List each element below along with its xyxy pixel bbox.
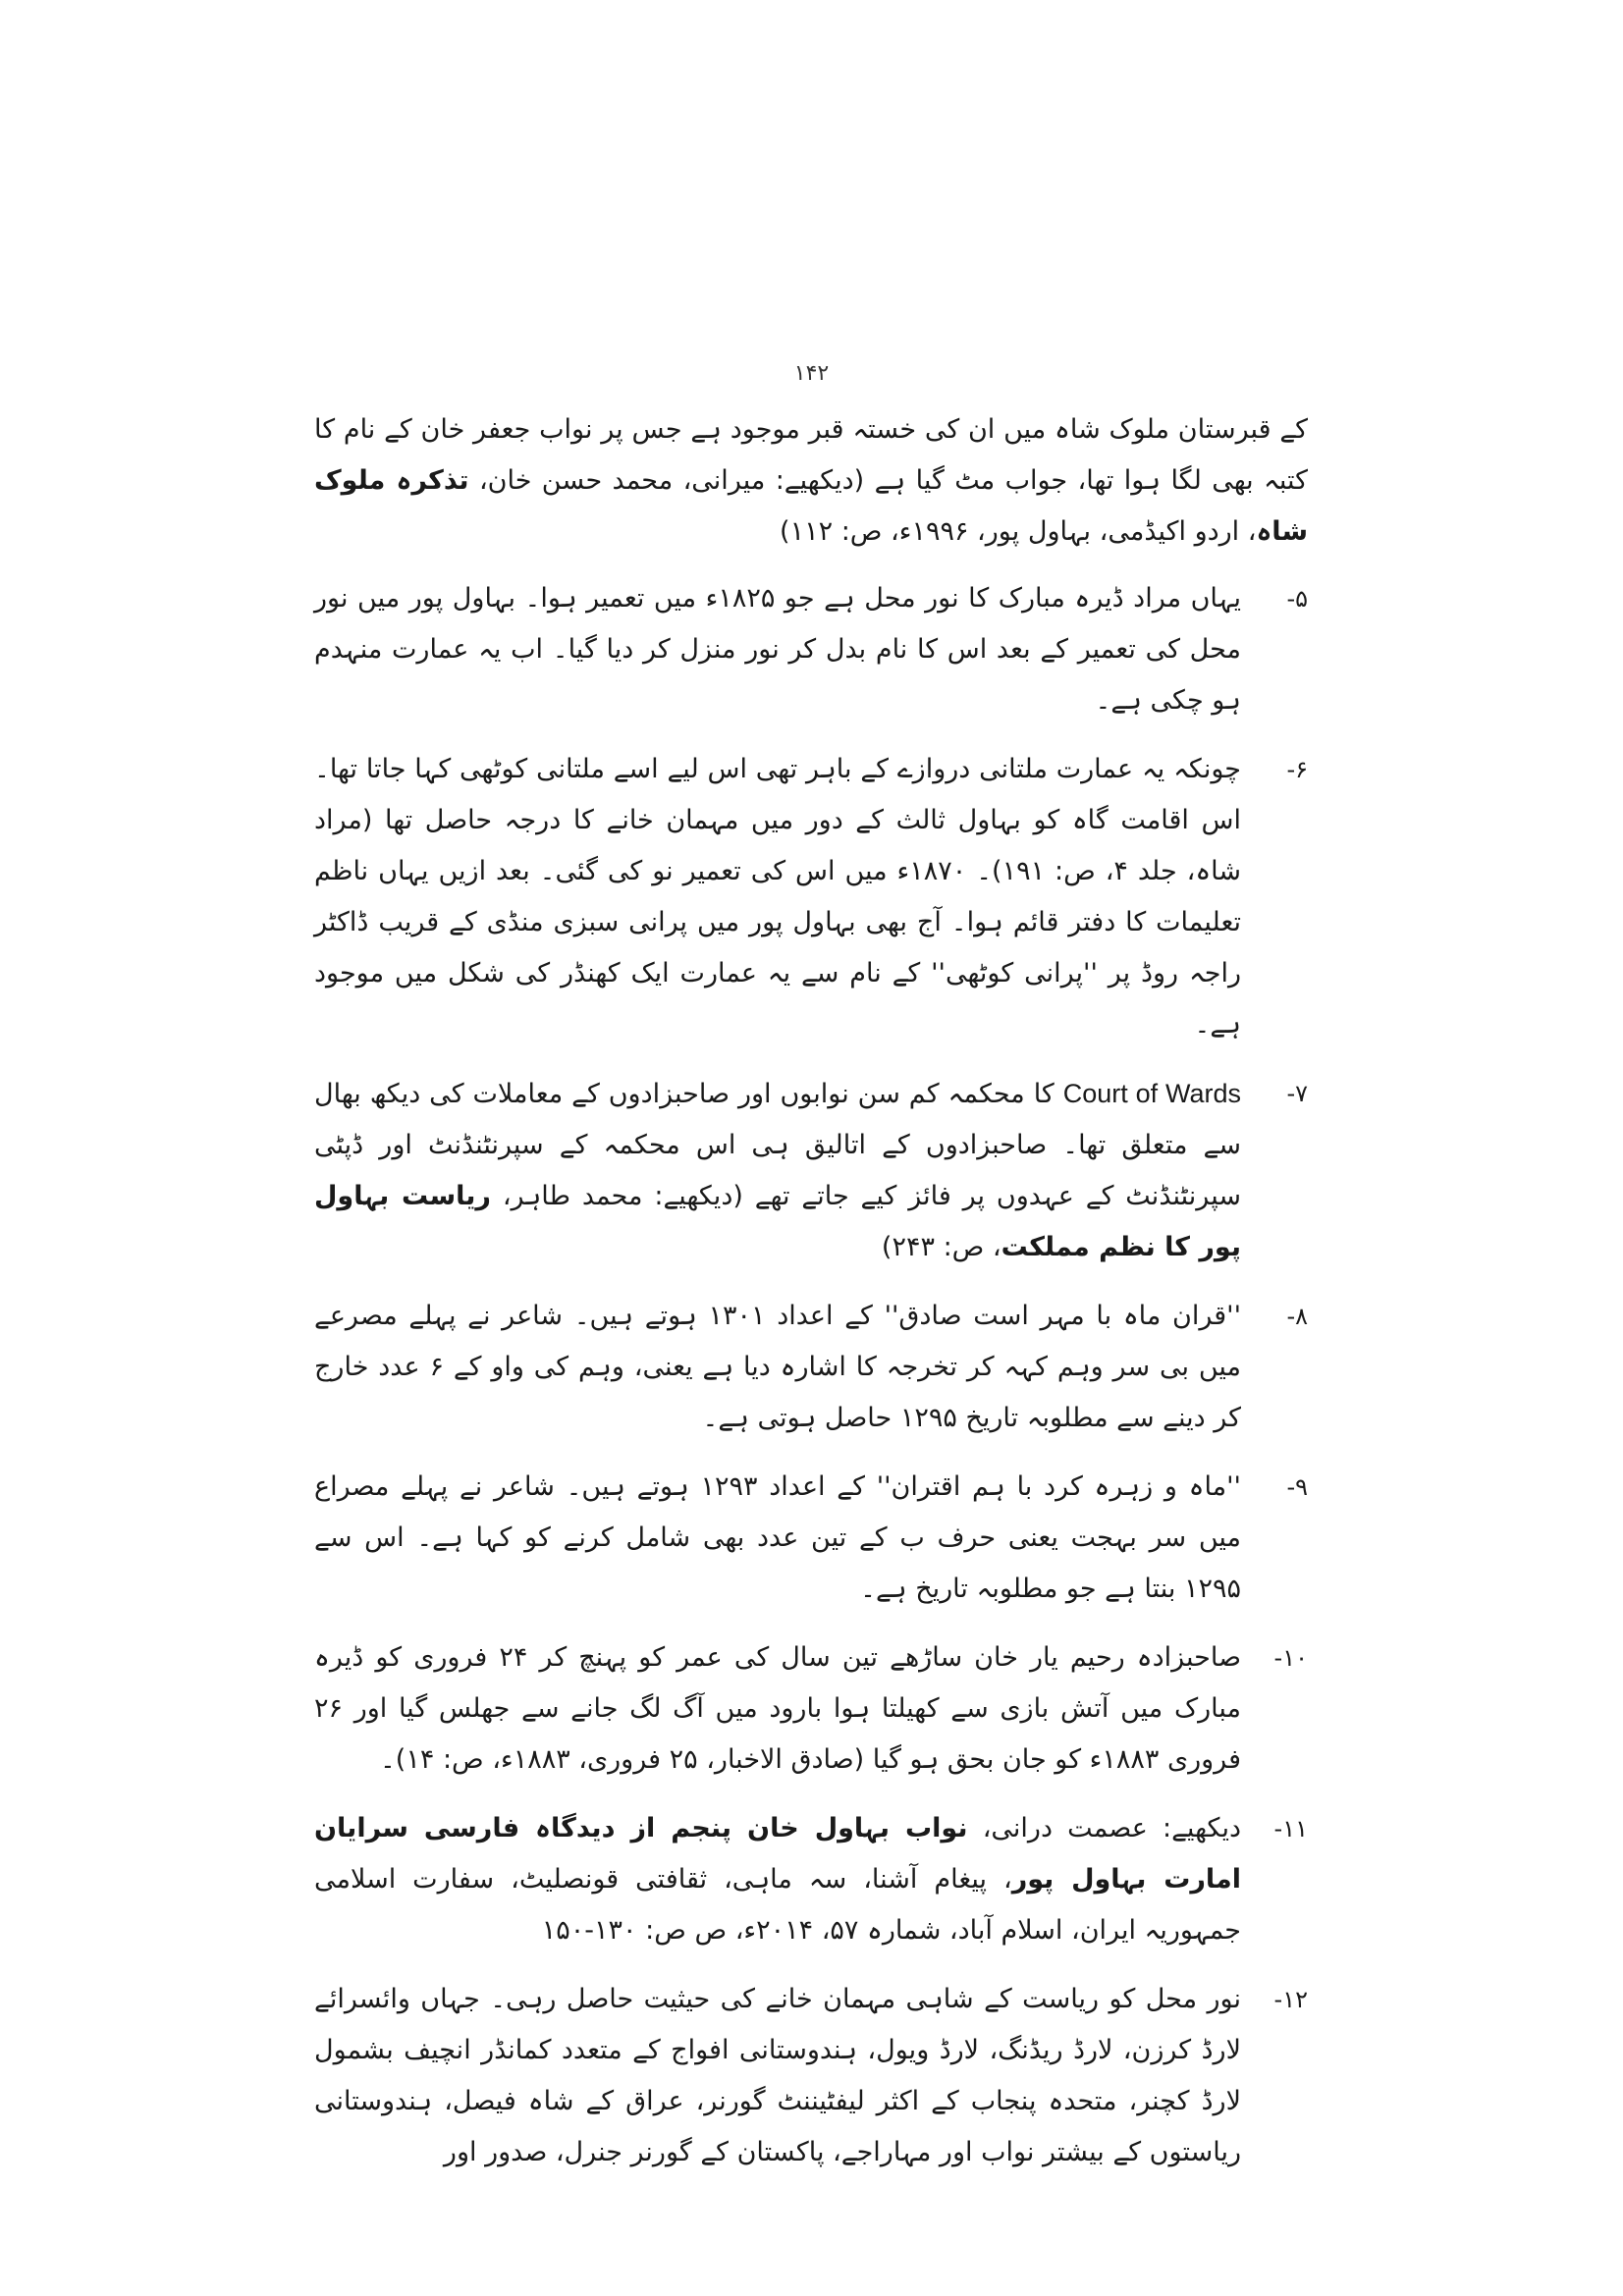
book-title: ریاست بہاول پور کا نظم مملکت	[314, 1181, 1241, 1262]
footnote-number: ۹-	[1286, 1473, 1308, 1501]
footnote-number: ۵-	[1286, 585, 1308, 613]
footnote-text-container	[314, 1068, 1241, 1273]
footnote-number: ۶-	[1286, 756, 1308, 783]
intro-book-title: تذکرہ ملوک شاہ	[314, 465, 1308, 547]
footnote-5	[314, 573, 1308, 726]
intro-tail: ، اردو اکیڈمی، بہاول پور، ۱۹۹۶ء، ص: ۱۱۲)	[780, 516, 1257, 547]
footnote-12	[314, 1974, 1308, 2178]
footnote-text: صاحبزادہ رحیم یار خان ساڑھے تین سال کی عمر کو پہنچ کر ۲۴ فروری کو ڈیرہ مبارک میں آتش بازی سے کھیلتا ہوا بارود میں آگ لگ جانے سے جھلس گیا اور ۲۶ فروری ۱۸۸۳ء کو جان بحق ہو گیا (صادق الاخبار، ۲۵ فروری، ۱۸۸۳ء، ص: ۱۴)۔	[314, 1642, 1241, 1775]
footnote-8	[314, 1291, 1308, 1444]
footnote-text: چونکہ یہ عمارت ملتانی دروازے کے باہر تھی اس لیے اسے ملتانی کوٹھی کہا جاتا تھا۔ اس اقامت گاہ کو بہاول ثالث کے دور میں مہمان خانے کا درجہ حاصل تھا (مراد شاہ، جلد ۴، ص: ۱۹۱)۔ ۱۸۷۰ء میں اس کی تعمیر نو کی گئی۔ بعد ازیں یہاں ناظم تعلیمات کا دفتر قائم ہوا۔ آج بھی بہاول پور میں پرانی سبزی منڈی کے قریب ڈاکٹر راجہ روڈ پر ''پرانی کوٹھی'' کے نام سے یہ عمارت ایک کھنڈر کی شکل میں موجود ہے۔	[314, 754, 1241, 1040]
footnote-text: یہاں مراد ڈیرہ مبارک کا نور محل ہے جو ۱۸۲۵ء میں تعمیر ہوا۔ بہاول پور میں نور محل کی تعمیر کے بعد اس کا نام بدل کر نور منزل کر دیا گیا۔ اب یہ عمارت منہدم ہو چکی ہے۔	[314, 583, 1241, 716]
footnote-7	[314, 1068, 1308, 1273]
footnote-text: ''ماہ و زہرہ کرد با ہم اقتران'' کے اعداد ۱۲۹۳ ہوتے ہیں۔ شاعر نے پہلے مصراع میں سر بہجت یعنی حرف ب کے تین عدد بھی شامل کرنے کو کہا ہے۔ اس سے ۱۲۹۵ بنتا ہے جو مطلوبہ تاریخ ہے۔	[314, 1471, 1241, 1604]
footnote-number: ۸-	[1286, 1303, 1308, 1330]
footnotes-body	[314, 404, 1308, 2196]
footnote-9	[314, 1462, 1308, 1615]
footnote-text: ''قران ماہ با مہر است صادق'' کے اعداد ۱۳۰۱ ہوتے ہیں۔ شاعر نے پہلے مصرعے میں بی سر وہم کہہ کر تخرجہ کا اشارہ دیا ہے یعنی، وہم کی واو کے ۶ عدد خارج کر دینے سے مطلوبہ تاریخ ۱۲۹۵ حاصل ہوتی ہے۔	[314, 1301, 1241, 1433]
footnote-text: دیکھیے: عصمت درانی،	[982, 1813, 1241, 1843]
footnote-tail: ، ص: ۲۴۳)	[881, 1232, 1001, 1262]
footnote-11	[314, 1803, 1308, 1956]
article-title: نواب بہاول خان پنجم از دیدگاہ فارسی سرایان امارت بہاول پور	[314, 1813, 1241, 1895]
intro-text: کے قبرستان ملوک شاہ میں ان کی خستہ قبر موجود ہے جس پر نواب جعفر خان کے نام کا کتبہ بھی لگا ہوا تھا، جواب مٹ گیا ہے (دیکھیے: میرانی، محمد حسن خان،	[314, 414, 1309, 496]
footnote-tail: ، پیغام آشنا، سہ ماہی، ثقافتی قونصلیٹ، سفارت اسلامی جمہوریہ ایران، اسلام آباد، شمارہ ۵۷، ۲۰۱۴ء، ص ص: ۱۳۰-۱۵۰	[314, 1864, 1241, 1946]
footnote-text-container	[314, 1803, 1241, 1956]
intro-paragraph	[314, 404, 1308, 558]
english-term: Court of Wards	[1062, 1079, 1241, 1108]
footnote-6	[314, 744, 1308, 1050]
footnote-number: ۱۲-	[1273, 1986, 1308, 2013]
footnote-10	[314, 1632, 1308, 1786]
footnote-text: کا محکمہ کم سن نوابوں اور صاحبزادوں کے معاملات کی دیکھ بھال سے متعلق تھا۔ صاحبزادوں کے اتالیق ہی اس محکمہ کے سپرنٹنڈنٹ اور ڈپٹی سپرنٹنڈنٹ کے عہدوں پر فائز کیے جاتے تھے (دیکھیے: محمد طاہر،	[314, 1079, 1241, 1211]
footnote-number: ۱۱-	[1273, 1815, 1308, 1842]
footnote-number: ۷-	[1286, 1080, 1308, 1107]
footnote-number: ۱۰-	[1273, 1644, 1308, 1672]
footnote-text: نور محل کو ریاست کے شاہی مہمان خانے کی حیثیت حاصل رہی۔ جہاں وائسرائے لارڈ کرزن، لارڈ ریڈنگ، لارڈ ویول، ہندوستانی افواج کے متعدد کمانڈر انچیف بشمول لارڈ کچنر، متحدہ پنجاب کے اکثر لیفٹیننٹ گورنر، عراق کے شاہ فیصل، ہندوستانی ریاستوں کے بیشتر نواب اور مہاراجے، پاکستان کے گورنر جنرل، صدور اور	[314, 1984, 1241, 2167]
page-number: ۱۴۲	[793, 361, 830, 386]
